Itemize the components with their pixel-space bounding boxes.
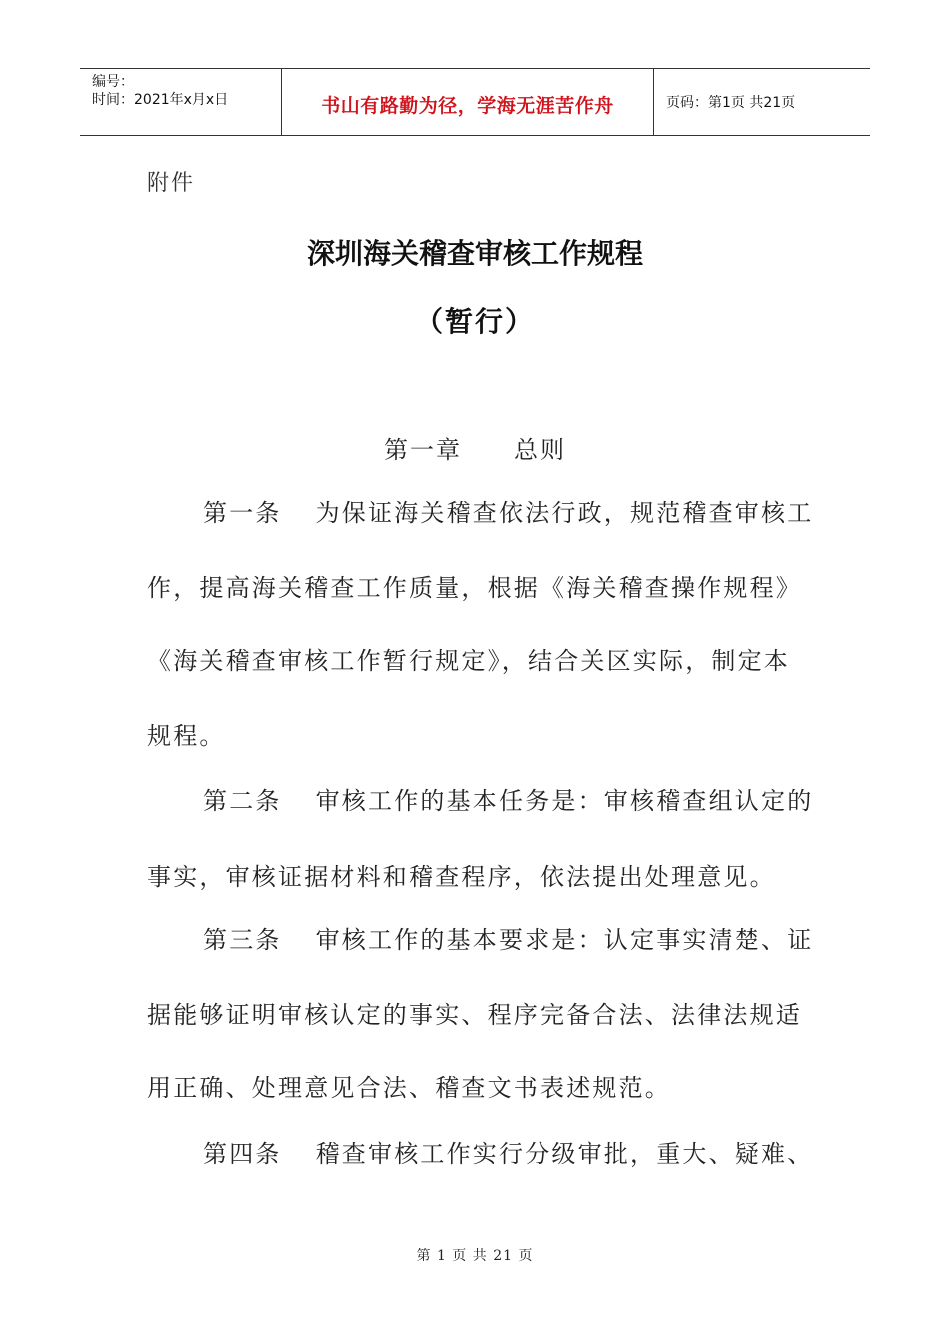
article-4-number: 第四条 <box>203 1140 282 1168</box>
chapter-number: 第一章 <box>384 436 462 464</box>
article-3-line-3: 用正确、处理意见合法、稽查文书表述规范。 <box>147 1074 671 1102</box>
article-1-text-1: 为保证海关稽查依法行政，规范稽查审核工 <box>315 499 814 527</box>
article-2-line-2: 事实，审核证据材料和稽查程序，依法提出处理意见。 <box>147 863 776 891</box>
page-info: 页码：第1页 共21页 <box>666 95 796 111</box>
article-2-number: 第二条 <box>203 787 282 815</box>
header-table <box>80 68 870 136</box>
article-1-number: 第一条 <box>203 499 282 527</box>
annex-label: 附件 <box>147 171 196 196</box>
article-3-number: 第三条 <box>203 926 282 954</box>
document-subtitle: （暂行） <box>414 305 535 338</box>
article-3-line-2: 据能够证明审核认定的事实、程序完备合法、法律法规适 <box>147 1001 802 1029</box>
article-1-line-4: 规程。 <box>147 722 226 750</box>
chapter-heading <box>0 430 950 465</box>
article-3-line-1 <box>203 925 814 955</box>
page-footer: 第 1 页 共 21 页 <box>416 1248 534 1264</box>
article-1-line-1 <box>203 498 814 528</box>
header-meta-cell <box>80 69 282 135</box>
time-label: 时间：2021年x月x日 <box>92 92 229 108</box>
header-motto-cell <box>282 69 654 135</box>
chapter-name: 总则 <box>514 436 566 464</box>
article-3-text-1: 审核工作的基本要求是：认定事实清楚、证 <box>315 926 814 954</box>
motto-text: 书山有路勤为径，学海无涯苦作舟 <box>321 94 614 117</box>
article-1-line-2: 作，提高海关稽查工作质量，根据《海关稽查操作规程》 <box>147 574 802 602</box>
document-title: 深圳海关稽查审核工作规程 <box>306 237 643 270</box>
header-page-cell <box>654 69 870 135</box>
serial-label: 编号： <box>92 74 134 90</box>
article-1-line-3: 《海关稽查审核工作暂行规定》，结合关区实际，制定本 <box>147 647 790 675</box>
article-4-text-1: 稽查审核工作实行分级审批，重大、疑难、 <box>315 1140 814 1168</box>
article-2-line-1 <box>203 786 814 816</box>
article-2-text-1: 审核工作的基本任务是：审核稽查组认定的 <box>315 787 814 815</box>
article-4-line-1 <box>203 1139 814 1169</box>
